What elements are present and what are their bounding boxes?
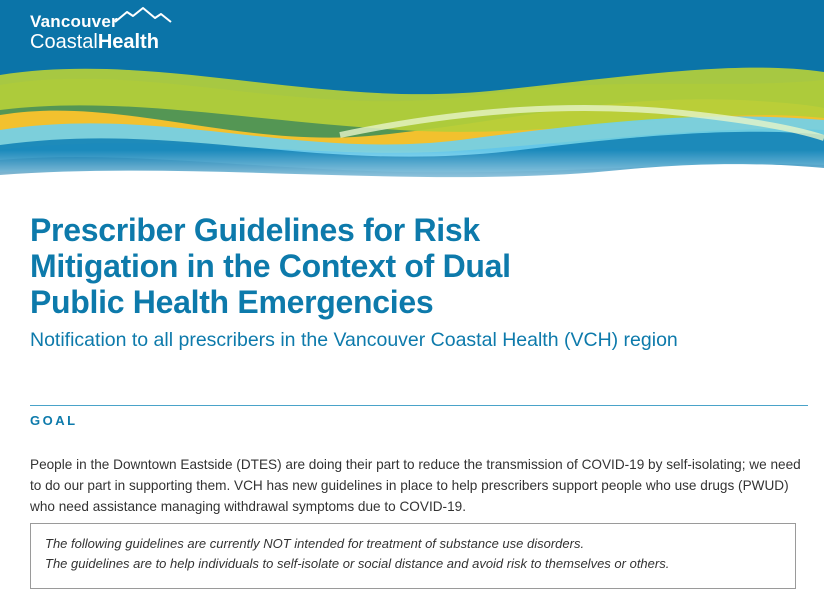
header-banner (0, 0, 824, 200)
title-line-2: Mitigation in the Context of Dual (30, 248, 511, 284)
mountain-icon (113, 4, 173, 26)
logo-line-2-first: Coastal (30, 31, 98, 53)
page-title (30, 212, 511, 320)
title-line-3: Public Health Emergencies (30, 284, 434, 320)
goal-heading: GOAL (30, 413, 78, 428)
notice-line-1: The following guidelines are currently NOT intended for treatment of substance use disorders. (45, 536, 585, 551)
title-line-1: Prescriber Guidelines for Risk (30, 212, 480, 248)
page-subtitle: Notification to all prescribers in the Vancouver Coastal Health (VCH) region (30, 329, 678, 351)
notice-line-2: The guidelines are to help individuals to self-isolate or social distance and avoid risk to themselves or others. (45, 556, 670, 571)
logo-line-2-second: Health (97, 31, 159, 53)
section-divider (30, 405, 808, 406)
logo-line-2 (30, 31, 159, 53)
notice-box (30, 523, 796, 589)
logo-line-1: Vancouver (30, 12, 118, 31)
goal-body-text: People in the Downtown Eastside (DTES) are doing their part to reduce the transmission of COVID-19 by self-isolating; we need to do our part in supporting them. VCH has new guidelines in place to help prescribers support people who use drugs (PWUD) who need assistance managing withdrawal symptoms due to COVID-19. (30, 457, 801, 514)
